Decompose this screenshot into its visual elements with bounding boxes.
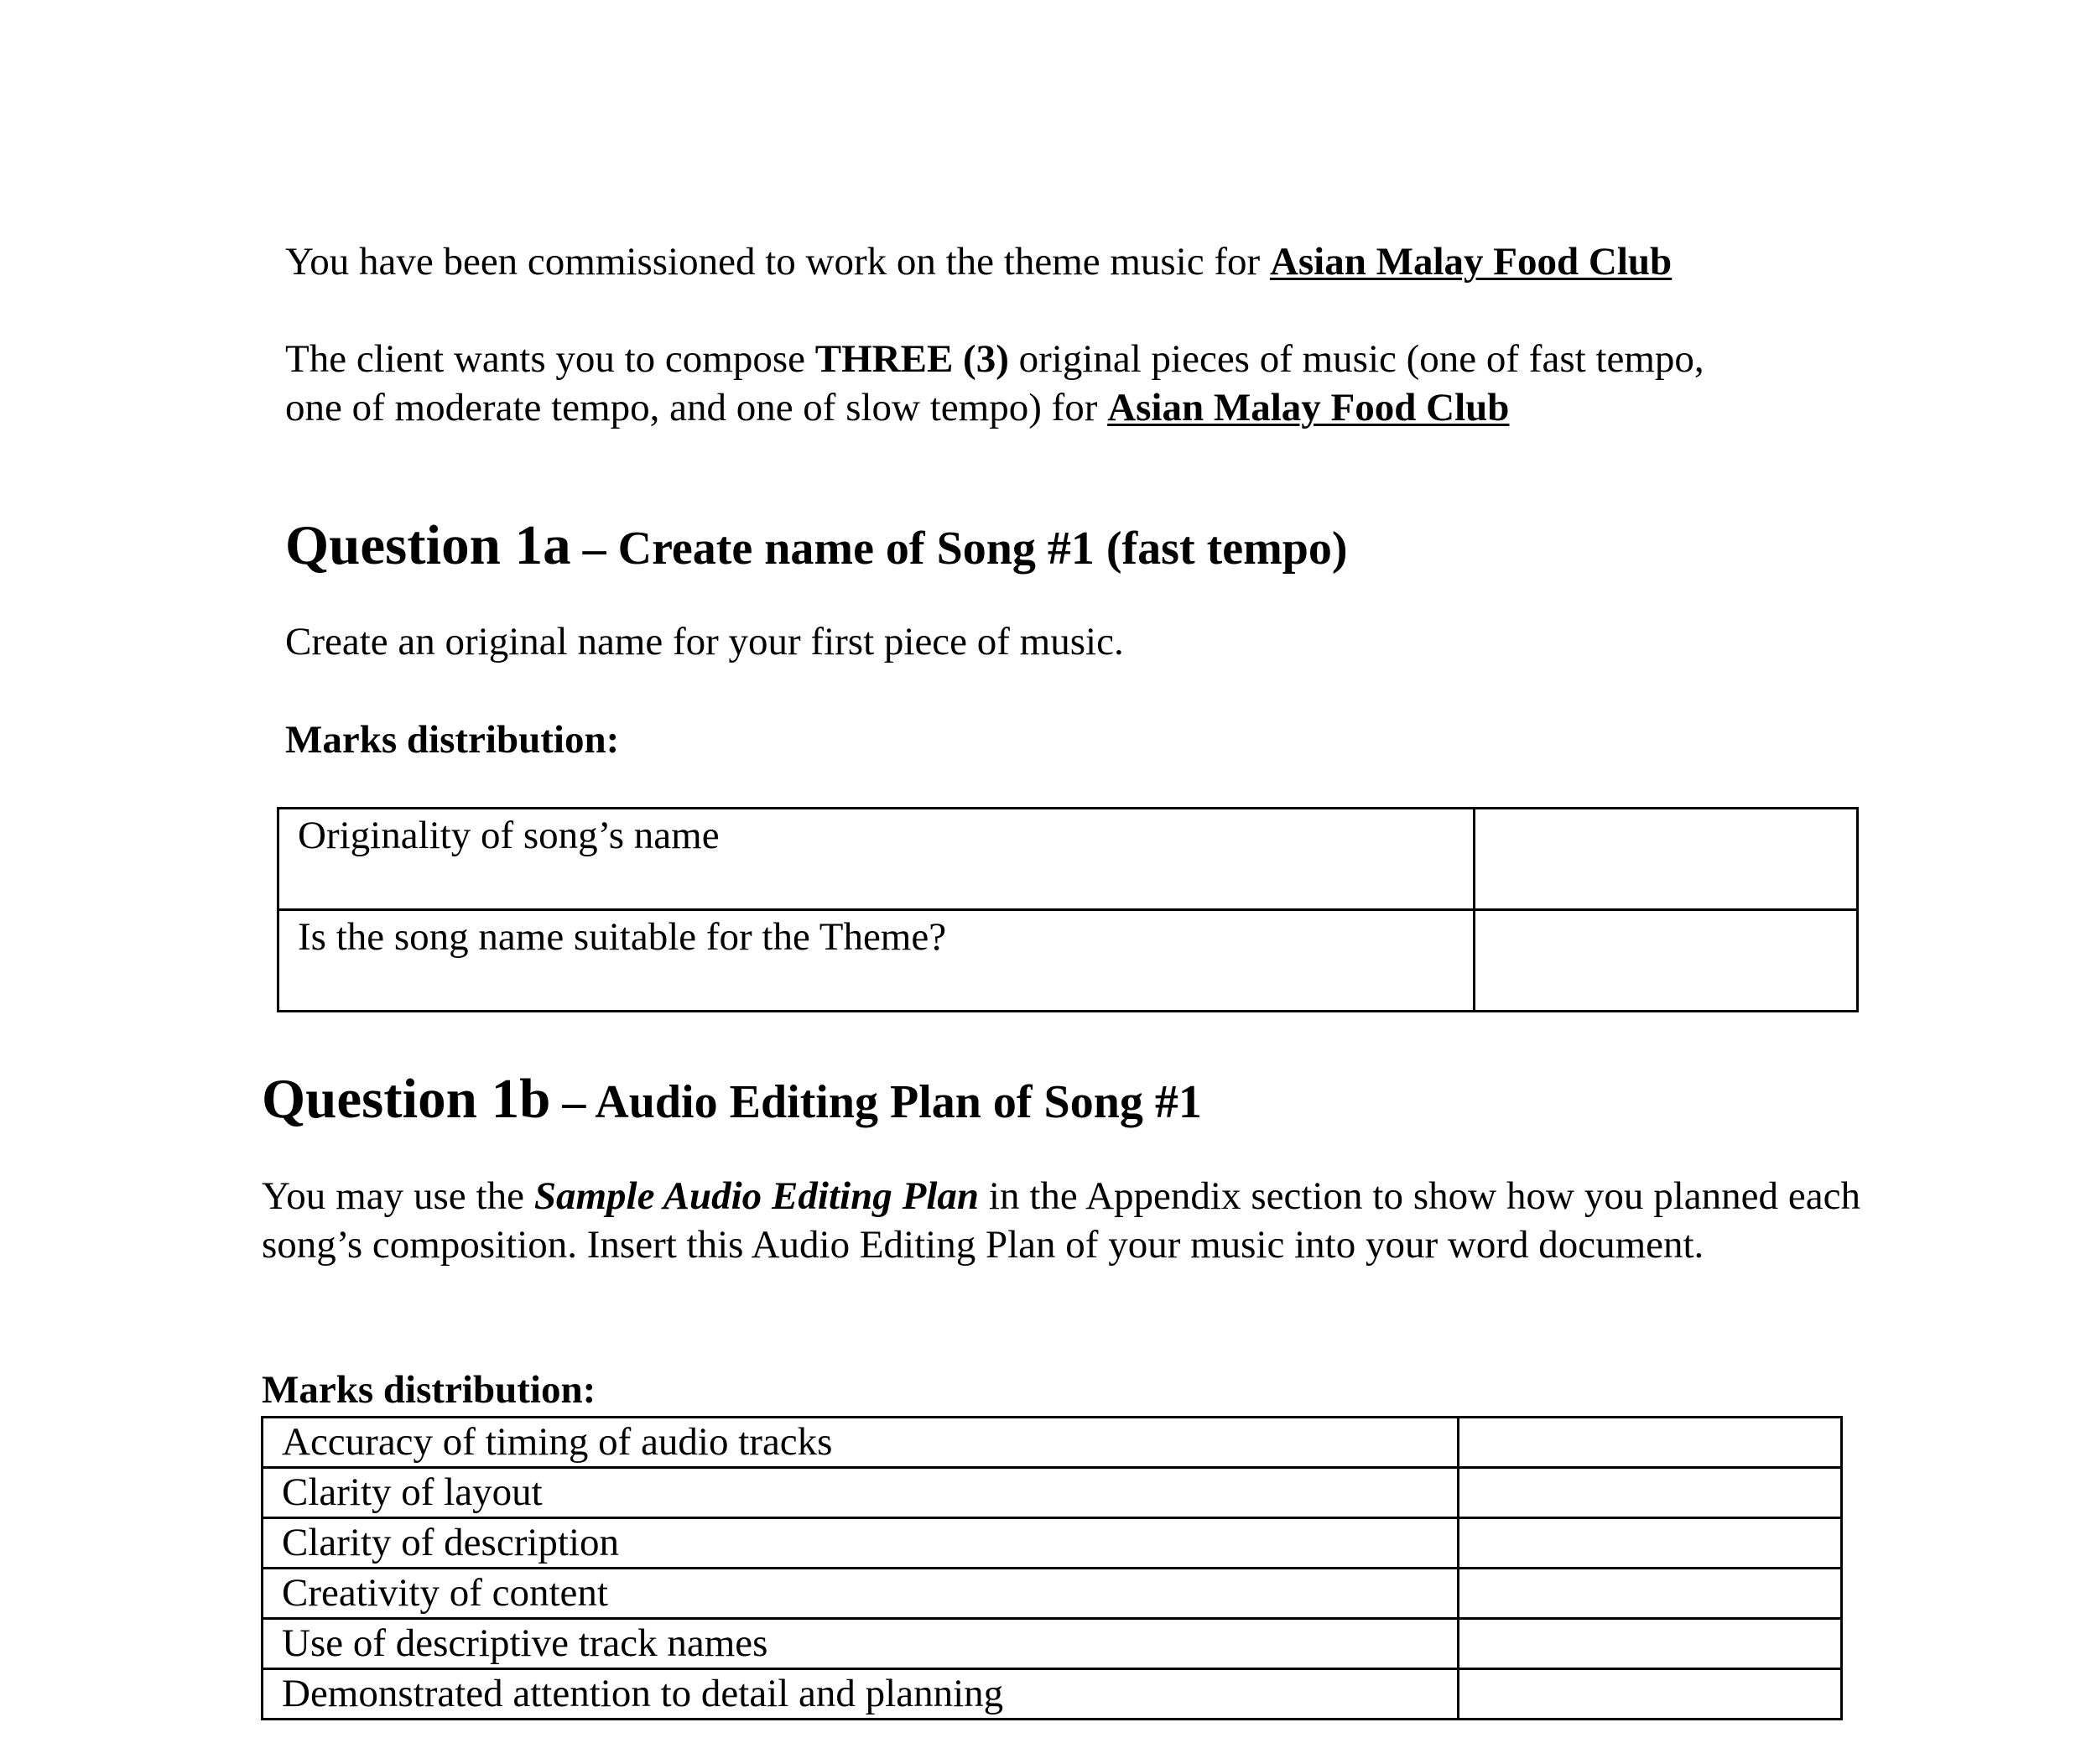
- question-title: – Create name of Song #1 (fast tempo): [570, 523, 1348, 575]
- table-row: [278, 910, 1858, 1012]
- question-1b-instruction: [262, 1172, 1860, 1269]
- mark-cell: [1459, 1619, 1842, 1669]
- marks-table-1b: [261, 1416, 1843, 1720]
- intro-line-2: [285, 335, 1704, 383]
- table-row: [263, 1468, 1842, 1518]
- intro-text: one of moderate tempo, and one of slow tempo) for: [285, 386, 1108, 429]
- intro-text: The client wants you to compose: [285, 337, 815, 381]
- criterion-label: Demonstrated attention to detail and planning: [263, 1669, 1459, 1720]
- table-row: [263, 1569, 1842, 1619]
- marks-distribution-label: Marks distribution:: [285, 718, 620, 762]
- table-row: [263, 1669, 1842, 1720]
- table-row: [263, 1619, 1842, 1669]
- mark-cell: [1459, 1569, 1842, 1619]
- criterion-label: Clarity of layout: [263, 1468, 1459, 1518]
- question-1a-heading: [285, 513, 1348, 578]
- intro-line-1: [285, 237, 1672, 286]
- instruction-text: in the Appendix section to show how you planned each song’s composition. Insert this Audio Editing Plan of your music into your word document.: [262, 1174, 1860, 1267]
- criterion-label: Use of descriptive track names: [263, 1619, 1459, 1669]
- instruction-text: You may use the: [262, 1174, 534, 1218]
- sample-plan-reference: Sample Audio Editing Plan: [533, 1174, 980, 1218]
- table-row: [263, 1418, 1842, 1468]
- question-number: Question 1b: [262, 1068, 551, 1130]
- intro-text: You have been commissioned to work on the theme music for: [285, 240, 1270, 284]
- mark-cell: [1459, 1468, 1842, 1518]
- criterion-label: Originality of song’s name: [278, 809, 1475, 910]
- marks-distribution-label: Marks distribution:: [262, 1368, 596, 1412]
- mark-cell: [1459, 1669, 1842, 1720]
- intro-text: original pieces of music (one of fast tempo,: [1008, 337, 1704, 381]
- mark-cell: [1475, 910, 1858, 1012]
- criterion-label: Accuracy of timing of audio tracks: [263, 1418, 1459, 1468]
- mark-cell: [1459, 1518, 1842, 1569]
- client-name: Asian Malay Food Club: [1269, 240, 1673, 284]
- criterion-label: Creativity of content: [263, 1569, 1459, 1619]
- marks-table-1a: [277, 807, 1859, 1012]
- table-row: [263, 1518, 1842, 1569]
- table-row: [278, 809, 1858, 910]
- client-name: Asian Malay Food Club: [1107, 386, 1510, 429]
- question-title: – Audio Editing Plan of Song #1: [550, 1076, 1202, 1128]
- mark-cell: [1459, 1418, 1842, 1468]
- question-1b-heading: [262, 1067, 1202, 1132]
- question-1a-instruction: Create an original name for your first piece of music.: [285, 620, 1124, 663]
- piece-count: THREE (3): [814, 337, 1009, 381]
- criterion-label: Is the song name suitable for the Theme?: [278, 910, 1475, 1012]
- intro-line-3: [285, 383, 1509, 432]
- question-number: Question 1a: [285, 514, 571, 576]
- criterion-label: Clarity of description: [263, 1518, 1459, 1569]
- mark-cell: [1475, 809, 1858, 910]
